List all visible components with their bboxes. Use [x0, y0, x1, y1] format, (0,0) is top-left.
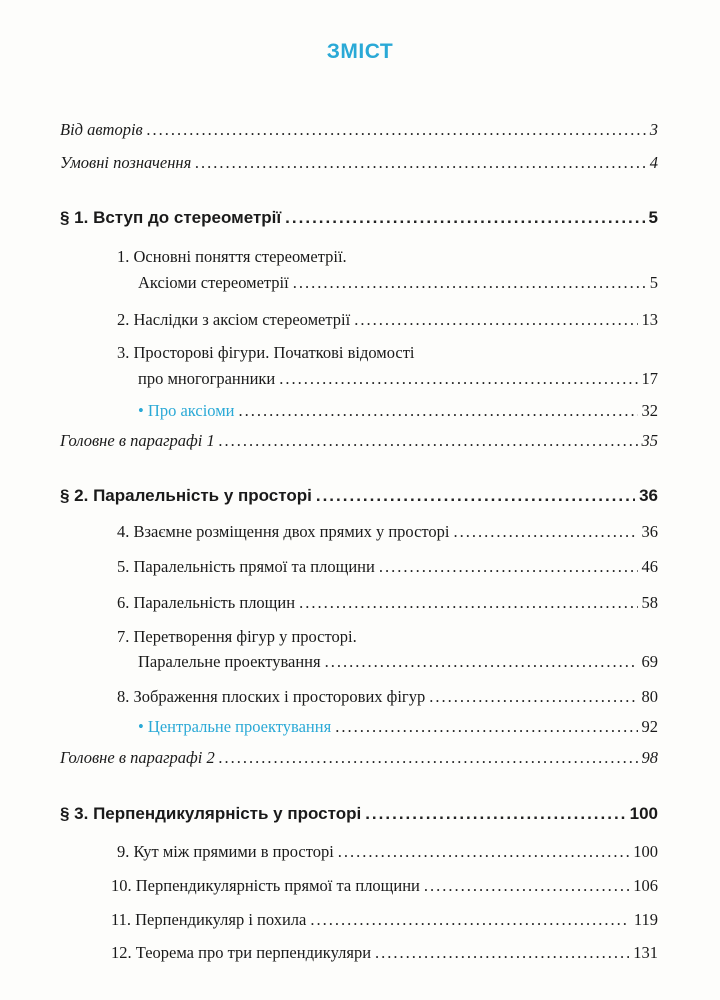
toc-summary-2[interactable] — [60, 748, 658, 768]
entry-label: про многогранники — [138, 369, 276, 388]
toc-lesson-9[interactable] — [117, 842, 658, 862]
entry-label: 9. Кут між прямими в просторі — [117, 842, 334, 861]
toc-lesson-11[interactable] — [111, 910, 658, 930]
entry-label: Від авторів — [60, 120, 143, 139]
toc-lesson-3[interactable] — [138, 369, 658, 389]
toc-section-1[interactable] — [60, 208, 658, 228]
entry-label: Головне в параграфі 2 — [60, 748, 215, 767]
toc-lesson-1[interactable] — [138, 273, 658, 293]
toc-section-2[interactable] — [60, 486, 658, 506]
page-number: 35 — [641, 431, 658, 450]
page-number: 98 — [641, 748, 658, 767]
toc-lesson-4[interactable] — [117, 522, 658, 542]
page-number: 17 — [641, 369, 658, 388]
entry-label: Умовні позначення — [60, 153, 192, 172]
toc-extra-central-projection[interactable] — [138, 717, 658, 737]
entry-label: • Центральне проектування — [138, 717, 332, 736]
page-number: 100 — [633, 842, 658, 861]
toc-lesson-7[interactable] — [138, 652, 658, 672]
page-number: 100 — [629, 804, 658, 823]
entry-label: Аксіоми стереометрії — [138, 273, 289, 292]
toc-lesson-1-line1[interactable]: 1. Основні поняття стереометрії. — [117, 247, 347, 266]
page-number: 119 — [633, 910, 658, 929]
page-number: 13 — [641, 310, 658, 329]
entry-label: 10. Перпендикулярність прямої та площини — [111, 876, 420, 895]
toc-lesson-8[interactable] — [117, 687, 658, 707]
toc-lesson-3-line1[interactable]: 3. Просторові фігури. Початкові відомості — [117, 343, 415, 362]
toc-lesson-12[interactable] — [111, 943, 658, 963]
entry-label: 4. Взаємне розміщення двох прямих у просторі — [117, 522, 450, 541]
toc-lesson-6[interactable] — [117, 593, 658, 613]
page-number: 36 — [641, 522, 658, 541]
entry-label: Паралельне проектування — [138, 652, 321, 671]
page-number: 5 — [649, 273, 658, 292]
page-number: 46 — [641, 557, 658, 576]
entry-label: 8. Зображення плоских і просторових фігур — [117, 687, 426, 706]
page-number: 92 — [641, 717, 658, 736]
toc-lesson-5[interactable] — [117, 557, 658, 577]
page-number: 32 — [641, 401, 658, 420]
page-number: 4 — [649, 153, 658, 172]
page-number: 5 — [648, 208, 658, 227]
entry-label: 6. Паралельність площин — [117, 593, 296, 612]
entry-label: 5. Паралельність прямої та площини — [117, 557, 375, 576]
toc-lesson-7-line1[interactable]: 7. Перетворення фігур у просторі. — [117, 627, 357, 646]
section-label: § 2. Паралельність у просторі — [60, 486, 312, 505]
toc-section-3[interactable] — [60, 804, 658, 824]
entry-label: 2. Наслідки з аксіом стереометрії — [117, 310, 351, 329]
page-title: ЗМІСТ — [326, 40, 394, 63]
entry-label: Головне в параграфі 1 — [60, 431, 215, 450]
toc-lesson-2[interactable] — [117, 310, 658, 330]
toc-entry-legend[interactable] — [60, 153, 658, 173]
entry-label: 11. Перпендикуляр і похила — [111, 910, 307, 929]
page-number: 69 — [641, 652, 658, 671]
page-number: 106 — [633, 876, 658, 895]
entry-label: • Про аксіоми — [138, 401, 235, 420]
toc-extra-axioms[interactable] — [138, 401, 658, 421]
page-number: 3 — [649, 120, 658, 139]
section-label: § 3. Перпендикулярність у просторі — [60, 804, 362, 823]
entry-label: 12. Теорема про три перпендикуляри — [111, 943, 372, 962]
toc-lesson-10[interactable] — [111, 876, 658, 896]
toc-summary-1[interactable] — [60, 431, 658, 451]
page-number: 58 — [641, 593, 658, 612]
section-label: § 1. Вступ до стереометрії — [60, 208, 282, 227]
page-number: 36 — [639, 486, 658, 505]
page-number: 131 — [633, 943, 658, 962]
toc-entry-from-authors[interactable] — [60, 120, 658, 140]
page-number: 80 — [641, 687, 658, 706]
